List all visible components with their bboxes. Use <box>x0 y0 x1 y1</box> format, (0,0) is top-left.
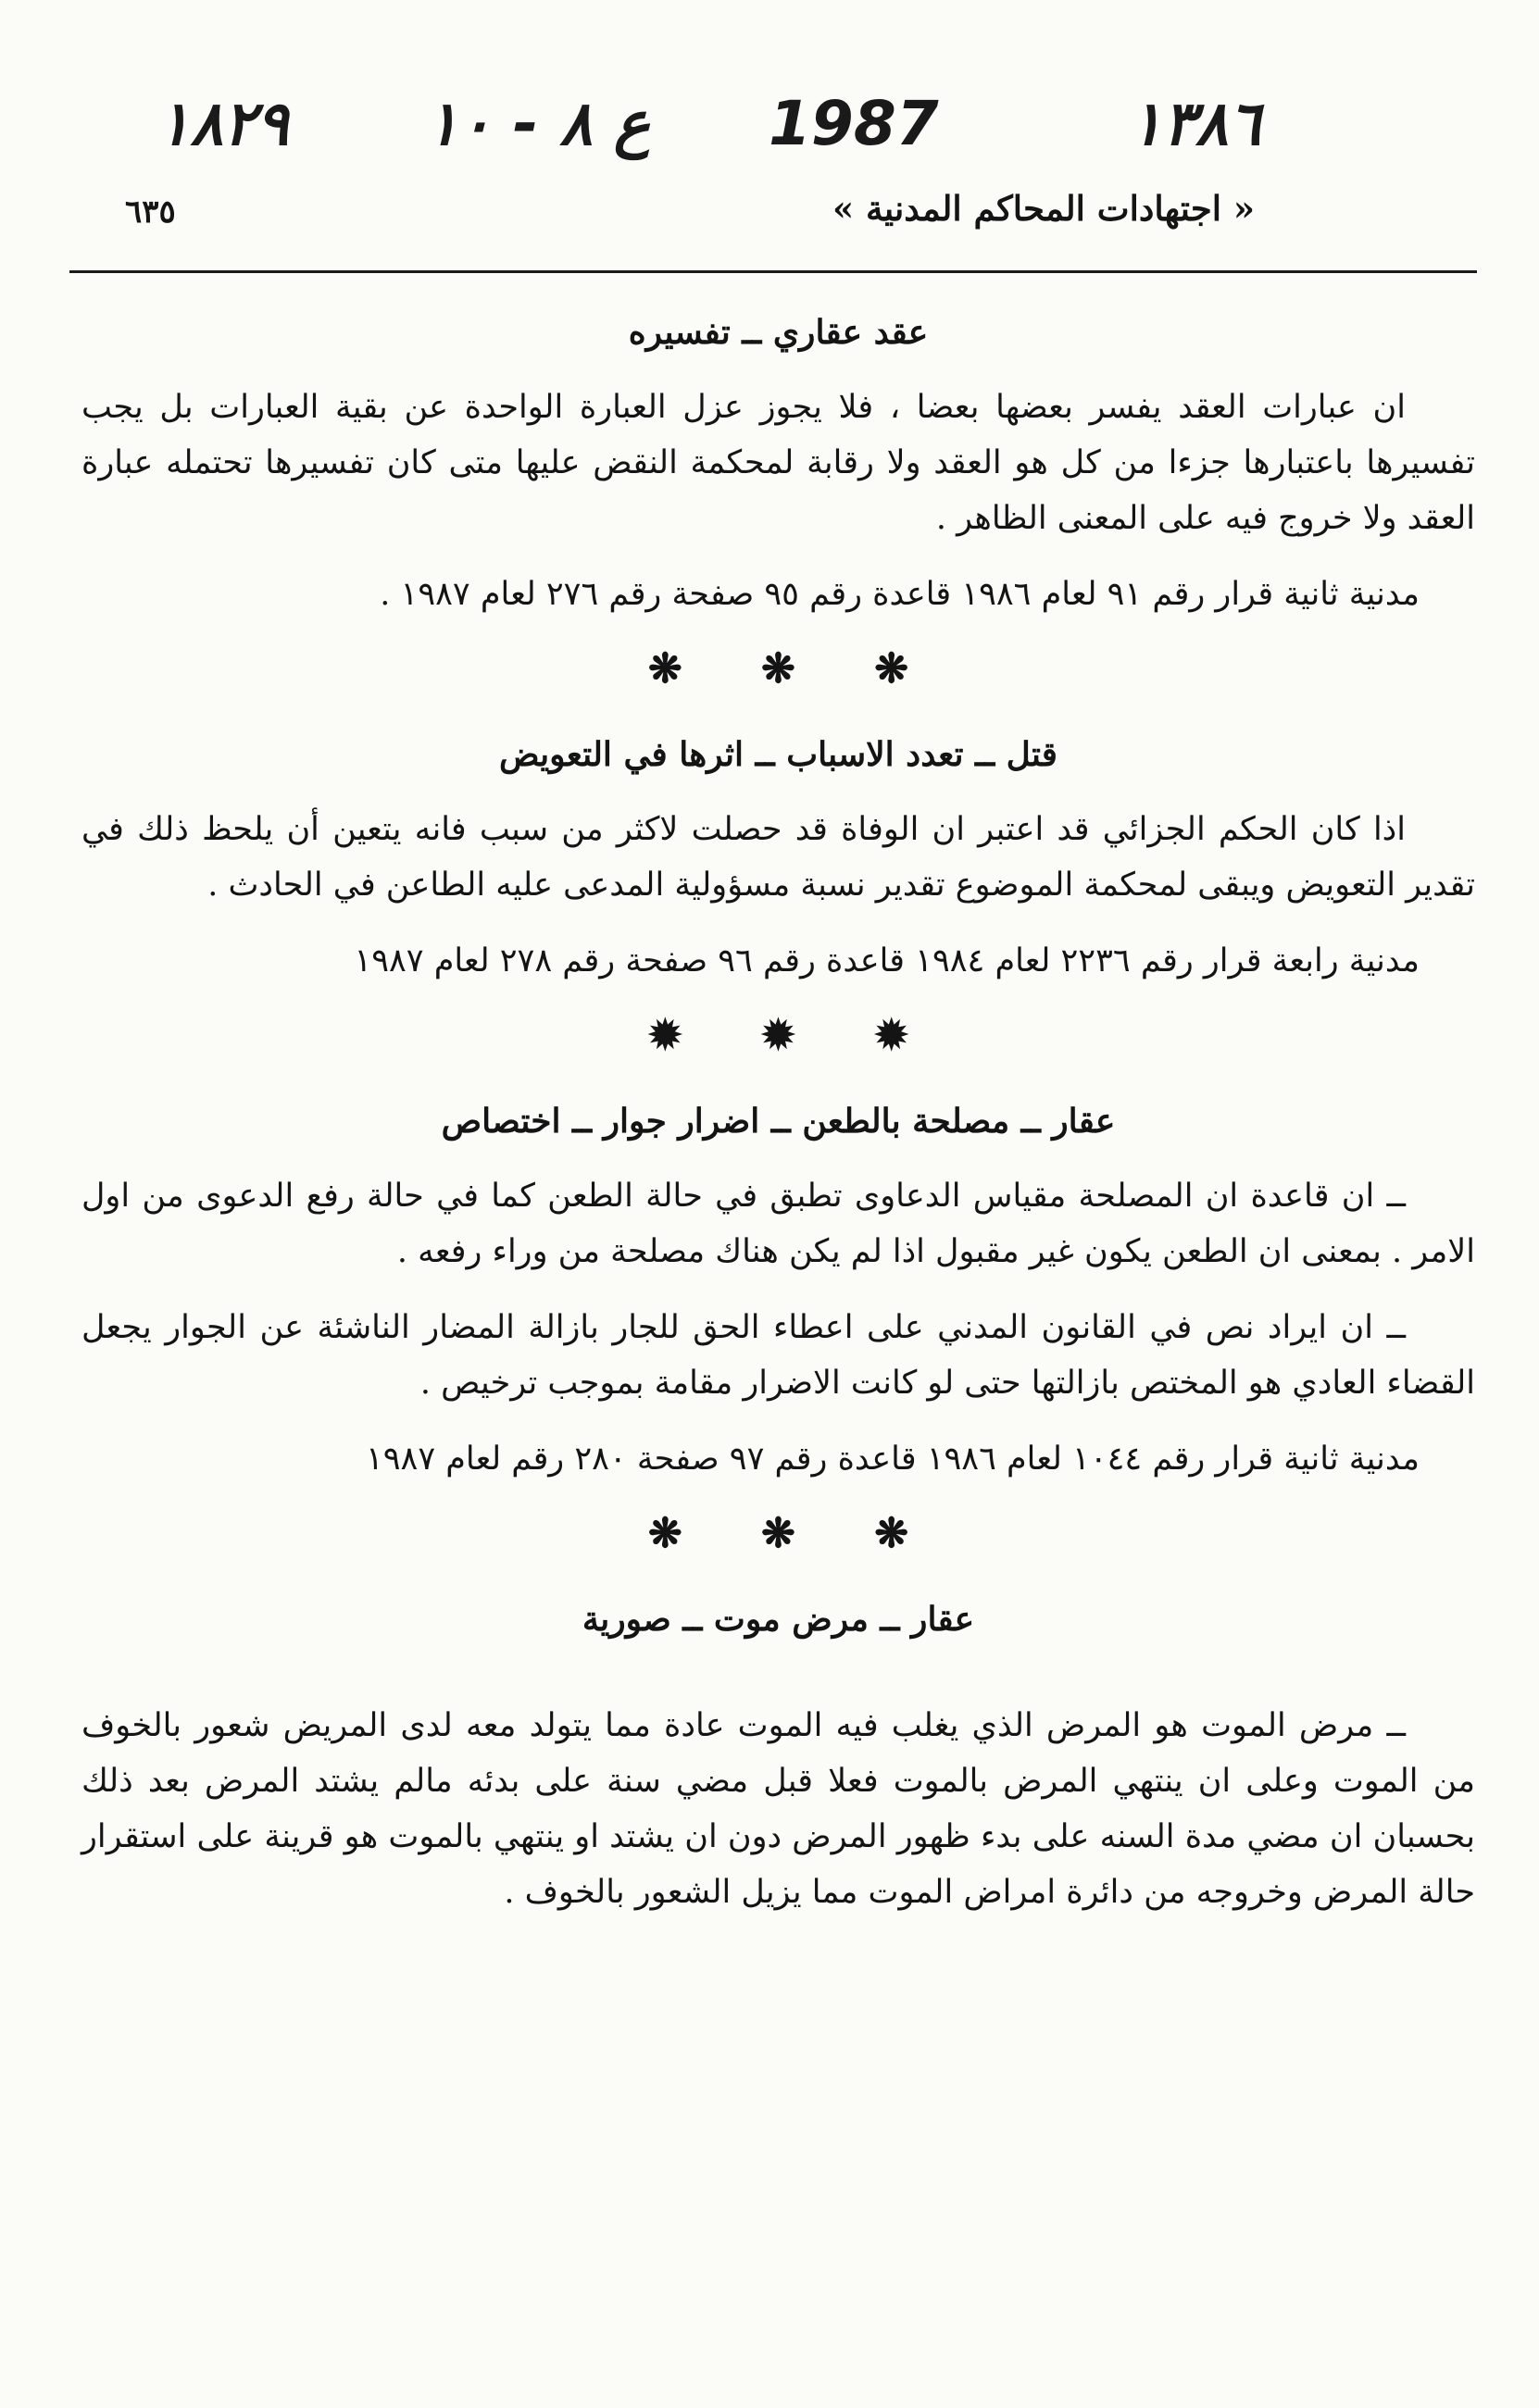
running-title: « اجتهادات المحاكم المدنية » <box>832 188 1255 229</box>
paragraph: ــ مرض الموت هو المرض الذي يغلب فيه الموت عادة مما يتولد معه لدى المريض شعور بالخوف من الموت وعلى ان ينتهي المرض بالموت فعلا قبل مضي سنة على بدئه مالم يشتد المرض بعد ذلك بحسبان ان مضي مدة السنه على بدء ظهور المرض دون ان يشتد او ينتهي بالموت هو قرينة على استقرار حالة المرض وخروجه من دائرة امراض الموت مما يزيل الشعور بالخوف . <box>81 1707 1475 1911</box>
paragraph: ــ ان قاعدة ان المصلحة مقياس الدعاوى تطبق في حالة الطعن كما في حالة رفع الدعوى من اول الامر . بمعنى ان الطعن يكون غير مقبول اذا لم يكن هناك مصلحة من وراء رفعه . <box>81 1178 1475 1270</box>
page-header <box>69 181 1477 255</box>
separator-ornament: ❋ ❋ ❋ <box>647 1510 909 1557</box>
page-body <box>81 306 1475 1940</box>
section-title: قتل ــ تعدد الاسباب ــ اثرها في التعويض <box>499 735 1057 774</box>
separator-ornament: ✹ ✹ ✹ <box>647 1012 909 1059</box>
paragraph: ــ ان ايراد نص في القانون المدني على اعطاء الحق للجار بازالة المضار الناشئة عن الجوار يجعل القضاء العادي هو المختص بازالتها حتى لو كانت الاضرار مقامة بموجب ترخيص . <box>81 1309 1475 1402</box>
header-rule <box>69 270 1477 273</box>
handwritten-note: ع ٨ - ١٠ <box>426 88 651 159</box>
paragraph: ان عبارات العقد يفسر بعضها بعضا ، فلا يجوز عزل العبارة الواحدة عن بقية العبارات بل يجب تفسيرها باعتبارها جزءا من كل هو العقد ولا رقابة لمحكمة النقض عليها متى كان تفسيرها تحتمله عبارة العقد ولا خروج فيه على المعنى الظاهر . <box>81 389 1475 537</box>
section <box>81 1094 1475 1565</box>
handwritten-note: ١٣٨٦ <box>1130 88 1261 159</box>
citation: مدنية ثانية قرار رقم ٩١ لعام ١٩٨٦ قاعدة رقم ٩٥ صفحة رقم ٢٧٦ لعام ١٩٨٧ . <box>380 576 1420 613</box>
page-number: ٦٣٥ <box>125 193 176 231</box>
paragraph: اذا كان الحكم الجزائي قد اعتبر ان الوفاة قد حصلت لاكثر من سبب فانه يتعين أن يلحظ ذلك في تقدير التعويض ويبقى لمحكمة الموضوع تقدير نسبة مسؤولية المدعى عليه الطاعن في الحادث . <box>81 811 1475 904</box>
citation: مدنية ثانية قرار رقم ١٠٤٤ لعام ١٩٨٦ قاعدة رقم ٩٧ صفحة ٢٨٠ رقم لعام ١٩٨٧ <box>365 1441 1420 1478</box>
handwritten-note: 1987 <box>769 88 939 159</box>
section-title: عقد عقاري ــ تفسيره <box>628 313 929 352</box>
section <box>81 728 1475 1067</box>
section-title: عقار ــ مصلحة بالطعن ــ اضرار جوار ــ اختصاص <box>441 1102 1116 1141</box>
separator-ornament: ❋ ❋ ❋ <box>647 645 909 692</box>
section-title: عقار ــ مرض موت ــ صورية <box>582 1600 975 1639</box>
handwritten-note: ١٨٢٩ <box>157 88 289 159</box>
citation: مدنية رابعة قرار رقم ٢٢٣٦ لعام ١٩٨٤ قاعدة رقم ٩٦ صفحة رقم ٢٧٨ لعام ١٩٨٧ <box>354 942 1420 979</box>
section <box>81 1592 1475 1920</box>
section <box>81 306 1475 700</box>
